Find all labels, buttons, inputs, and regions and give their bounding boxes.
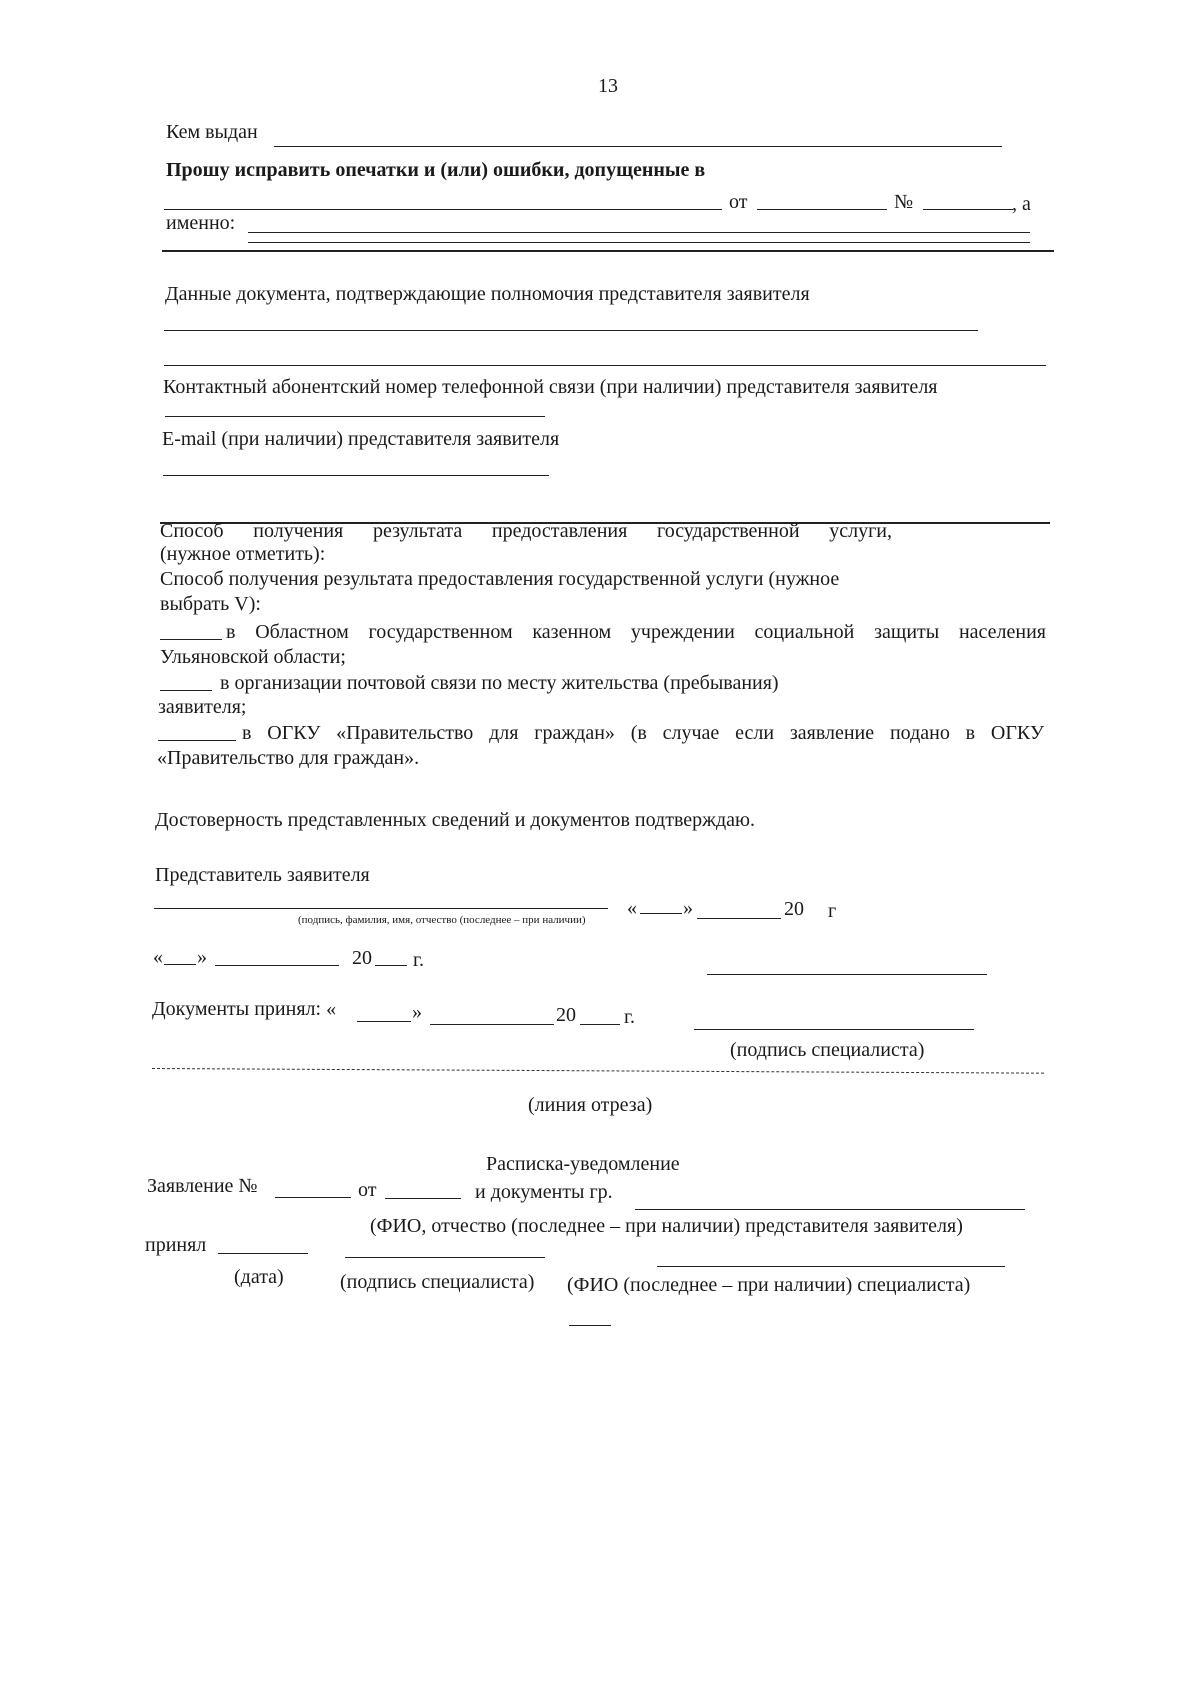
- option-1-checkbox[interactable]: [160, 639, 222, 640]
- method-line-2: (нужное отметить):: [160, 543, 326, 565]
- receipt-fio-caption: (ФИО, отчество (последнее – при наличии) представителя заявителя): [370, 1215, 963, 1237]
- sig-day-field[interactable]: [640, 913, 682, 914]
- receipt-date-field[interactable]: [385, 1198, 461, 1199]
- date-quote-close: »: [197, 946, 207, 968]
- sig-quote-close: »: [683, 897, 693, 919]
- docs-accepted-label: Документы принял: «: [152, 998, 337, 1020]
- date-year-prefix: 20: [352, 947, 372, 969]
- method-line-4: выбрать V):: [160, 593, 261, 615]
- email-label: E-mail (при наличии) представителя заявителя: [162, 428, 560, 450]
- receipt-application-number-label: Заявление №: [147, 1175, 258, 1197]
- date-quote-open: «: [153, 946, 163, 968]
- rep-doc-field-1[interactable]: [164, 330, 978, 331]
- rep-doc-field-2[interactable]: [164, 365, 1046, 366]
- correction-from-label: от: [729, 191, 748, 213]
- option-3-text-2: «Правительство для граждан».: [157, 747, 420, 769]
- rep-doc-label: Данные документа, подтверждающие полномочия представителя заявителя: [165, 283, 810, 305]
- date-day-field[interactable]: [164, 964, 196, 965]
- accepted-day-field[interactable]: [357, 1021, 411, 1022]
- option-1-text: в Областном государственном казенном учреждении социальной защиты населения: [226, 621, 1046, 643]
- sig-quote-open: «: [627, 897, 637, 919]
- correction-document-field[interactable]: [164, 209, 722, 210]
- date-signature-field[interactable]: [707, 974, 987, 975]
- page-number: 13: [598, 75, 618, 97]
- option-3-checkbox[interactable]: [158, 740, 236, 741]
- correction-number-field[interactable]: [923, 209, 1013, 210]
- representative-signature-field[interactable]: [154, 908, 608, 909]
- accepted-g: г.: [624, 1006, 635, 1028]
- option-2-text: в организации почтовой связи по месту жительства (пребывания): [220, 672, 779, 694]
- sig-year-g: г: [828, 900, 837, 922]
- phone-label: Контактный абонентский номер телефонной связи (при наличии) представителя заявителя: [163, 376, 938, 398]
- date-g: г.: [413, 949, 424, 971]
- correction-namely-label: именно:: [166, 212, 236, 234]
- end-mark: [569, 1325, 611, 1326]
- accepted-quote-close: »: [412, 1001, 422, 1023]
- receipt-accepted-label: принял: [145, 1234, 207, 1256]
- accepted-year-field[interactable]: [580, 1024, 620, 1025]
- date-year-field[interactable]: [375, 965, 407, 966]
- receipt-date-caption: (дата): [234, 1266, 284, 1288]
- confirmation-text: Достоверность представленных сведений и документов подтверждаю.: [155, 809, 755, 831]
- receipt-from-label: от: [358, 1179, 377, 1201]
- issued-by-field[interactable]: [274, 146, 1002, 147]
- option-1-text-2: Ульяновской области;: [160, 646, 346, 668]
- method-line-3: Способ получения результата предоставления государственной услуги (нужное: [160, 568, 840, 590]
- signature-caption: (подпись, фамилия, имя, отчество (последнее – при наличии): [298, 914, 586, 926]
- section-divider: [162, 250, 1054, 252]
- representative-label: Представитель заявителя: [155, 864, 370, 886]
- accepted-month-field[interactable]: [430, 1024, 554, 1025]
- correction-namely-field-2[interactable]: [248, 242, 1030, 243]
- option-2-checkbox[interactable]: [160, 690, 212, 691]
- correction-comma-a: , а: [1012, 193, 1031, 215]
- receipt-specialist-fio-field[interactable]: [657, 1266, 1005, 1267]
- receipt-applicant-field[interactable]: [635, 1209, 1025, 1210]
- accepted-year-prefix: 20: [556, 1004, 576, 1026]
- option-3-text: в ОГКУ «Правительство для граждан» (в случае если заявление подано в ОГКУ: [242, 722, 1044, 744]
- receipt-accepted-date-field[interactable]: [218, 1253, 308, 1254]
- receipt-sign-caption: (подпись специалиста): [340, 1271, 535, 1293]
- option-2-text-2: заявителя;: [158, 696, 247, 718]
- specialist-signature-field[interactable]: [694, 1029, 974, 1030]
- cut-line-label: (линия отреза): [528, 1094, 653, 1116]
- correction-heading: Прошу исправить опечатки и (или) ошибки, допущенные в: [166, 159, 706, 181]
- correction-namely-field[interactable]: [248, 232, 1030, 233]
- method-line-1: Способ получения результата предоставления государственной услуги,: [160, 520, 892, 542]
- receipt-docs-label: и документы гр.: [475, 1181, 613, 1203]
- date-month-field[interactable]: [215, 965, 339, 966]
- cut-line: [152, 1068, 1044, 1074]
- receipt-application-number-field[interactable]: [275, 1197, 351, 1198]
- receipt-fio-specialist-caption: (ФИО (последнее – при наличии) специалиста): [567, 1274, 971, 1296]
- correction-number-label: №: [894, 191, 914, 213]
- email-field[interactable]: [163, 475, 549, 476]
- specialist-caption: (подпись специалиста): [730, 1039, 925, 1061]
- phone-field[interactable]: [165, 416, 545, 417]
- issued-by-label: Кем выдан: [166, 121, 258, 143]
- sig-month-field[interactable]: [697, 918, 781, 919]
- correction-date-field[interactable]: [757, 209, 887, 210]
- receipt-specialist-signature-field[interactable]: [345, 1257, 545, 1258]
- receipt-title: Расписка-уведомление: [486, 1153, 680, 1175]
- sig-year-prefix: 20: [784, 898, 804, 920]
